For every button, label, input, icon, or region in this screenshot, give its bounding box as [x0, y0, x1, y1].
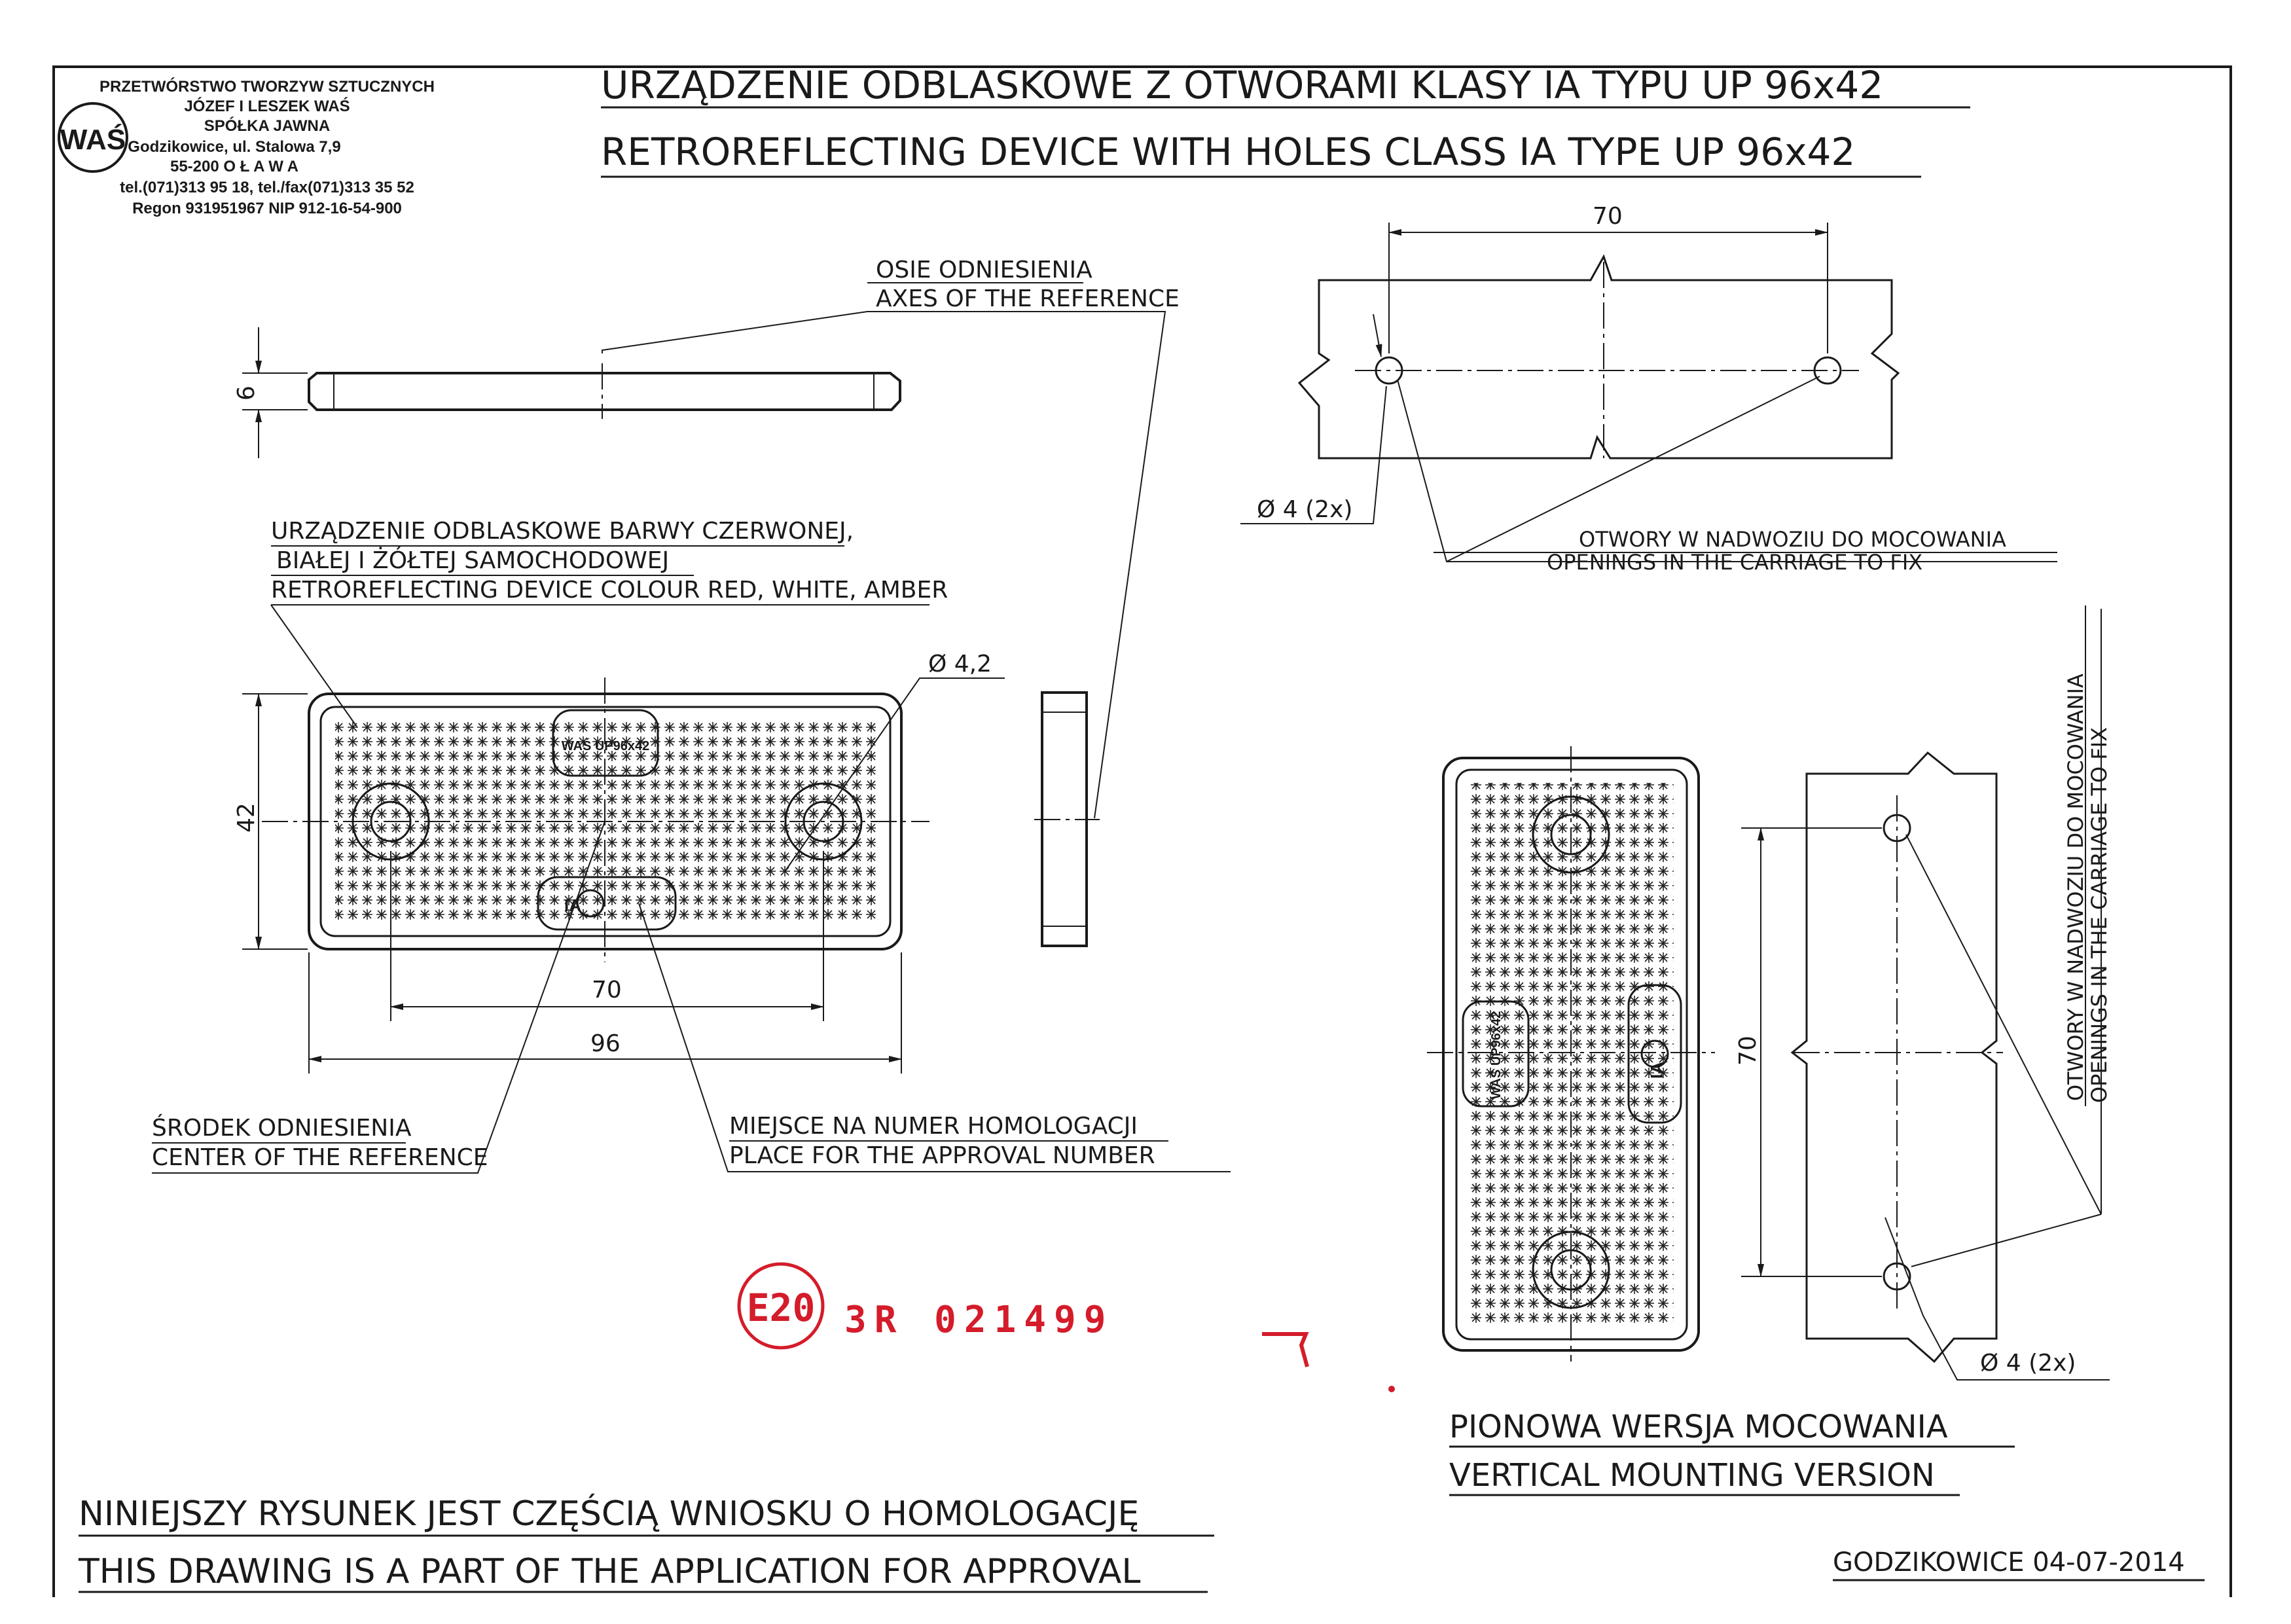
- vertical-version-en: VERTICAL MOUNTING VERSION: [1449, 1457, 1935, 1494]
- carriage-horizontal-view: [1240, 223, 2057, 562]
- footer-en: THIS DRAWING IS A PART OF THE APPLICATION FOR APPROVAL: [79, 1552, 1141, 1591]
- company-phone: tel.(071)313 95 18, tel./fax(071)313 35 52: [120, 179, 414, 196]
- device-label-pl-1: URZĄDZENIE ODBLASKOWE BARWY CZERWONEJ,: [271, 518, 854, 545]
- company-name-1: PRZETWÓRSTWO TWORZYW SZTUCZNYCH: [99, 78, 435, 96]
- class-mark-vertical: IA: [1647, 1062, 1667, 1079]
- dim-thickness: 6: [233, 386, 260, 401]
- approval-mark: E20: [746, 1286, 816, 1330]
- axes-label-en: AXES OF THE REFERENCE: [876, 285, 1180, 312]
- approval-number: 3R 021499: [844, 1299, 1114, 1341]
- device-label-pl-2: BIAŁEJ I ŻÓŁTEJ SAMOCHODOWEJ: [276, 547, 670, 574]
- vertical-version-pl: PIONOWA WERSJA MOCOWANIA: [1449, 1409, 1948, 1445]
- dim-length: 96: [590, 1030, 621, 1057]
- front-view: [242, 677, 1005, 1074]
- openings-vertical-en: OPENINGS IN THE CARRIAGE TO FIX: [2087, 727, 2112, 1103]
- title-pl: URZĄDZENIE ODBLASKOWE Z OTWORAMI KLASY IA TYPU UP 96x42: [601, 63, 1884, 107]
- title-en: RETROREFLECTING DEVICE WITH HOLES CLASS IA TYPE UP 96x42: [601, 130, 1856, 174]
- device-leader: [271, 605, 357, 727]
- dim-carriage-hole: Ø 4 (2x): [1257, 496, 1353, 523]
- axes-label-pl: OSIE ODNIESIENIA: [876, 257, 1092, 283]
- dim-vertical-hole: Ø 4 (2x): [1980, 1350, 2076, 1377]
- dim-carriage-spacing: 70: [1593, 203, 1623, 230]
- part-mark-vertical: WAŚ UP96x42: [1489, 1011, 1504, 1100]
- vertical-front-view: [1427, 746, 1715, 1362]
- company-name-2: JÓZEF I LESZEK WAŚ: [184, 98, 350, 115]
- center-label-pl: ŚRODEK ODNIESIENIA: [152, 1115, 412, 1142]
- company-city: 55-200 O Ł A W A: [170, 158, 299, 175]
- part-mark-front: WAŚ UP96x42: [561, 739, 650, 753]
- openings-vertical-pl: OTWORY W NADWOZIU DO MOCOWANIA: [2063, 674, 2088, 1101]
- approval-stamp: [739, 1264, 823, 1348]
- approval-label-en: PLACE FOR THE APPROVAL NUMBER: [729, 1142, 1155, 1169]
- side-view: [242, 327, 900, 458]
- company-name-3: SPÓŁKA JAWNA: [204, 117, 331, 135]
- openings-label-en: OPENINGS IN THE CARRIAGE TO FIX: [1547, 550, 1923, 575]
- dim-vertical-spacing: 70: [1735, 1036, 1761, 1066]
- carriage-vertical-view: [1741, 609, 2110, 1380]
- drawing-date: GODZIKOWICE 04-07-2014: [1833, 1547, 2185, 1578]
- device-label-en: RETROREFLECTING DEVICE COLOUR RED, WHITE, AMBER: [271, 577, 948, 604]
- dim-holes-spacing: 70: [592, 977, 622, 1003]
- company-address: Godzikowice, ul. Stalowa 7,9: [128, 138, 341, 156]
- openings-label-pl: OTWORY W NADWOZIU DO MOCOWANIA: [1579, 527, 2006, 552]
- approval-label-pl: MIEJSCE NA NUMER HOMOLOGACJI: [729, 1113, 1138, 1140]
- center-label-en: CENTER OF THE REFERENCE: [152, 1144, 488, 1171]
- footer-pl: NINIEJSZY RYSUNEK JEST CZĘŚCIĄ WNIOSKU O HOMOLOGACJĘ: [79, 1494, 1140, 1534]
- company-regon: Regon 931951967 NIP 912-16-54-900: [132, 200, 402, 217]
- dim-height: 42: [233, 803, 260, 833]
- edge-view: [1034, 693, 1100, 946]
- class-mark-front: IA: [564, 895, 581, 915]
- logo-text: WAŚ: [60, 124, 126, 156]
- dim-hole-diameter: Ø 4,2: [928, 651, 992, 677]
- stamp-mark: [1262, 1334, 1307, 1367]
- company-logo: [59, 103, 127, 171]
